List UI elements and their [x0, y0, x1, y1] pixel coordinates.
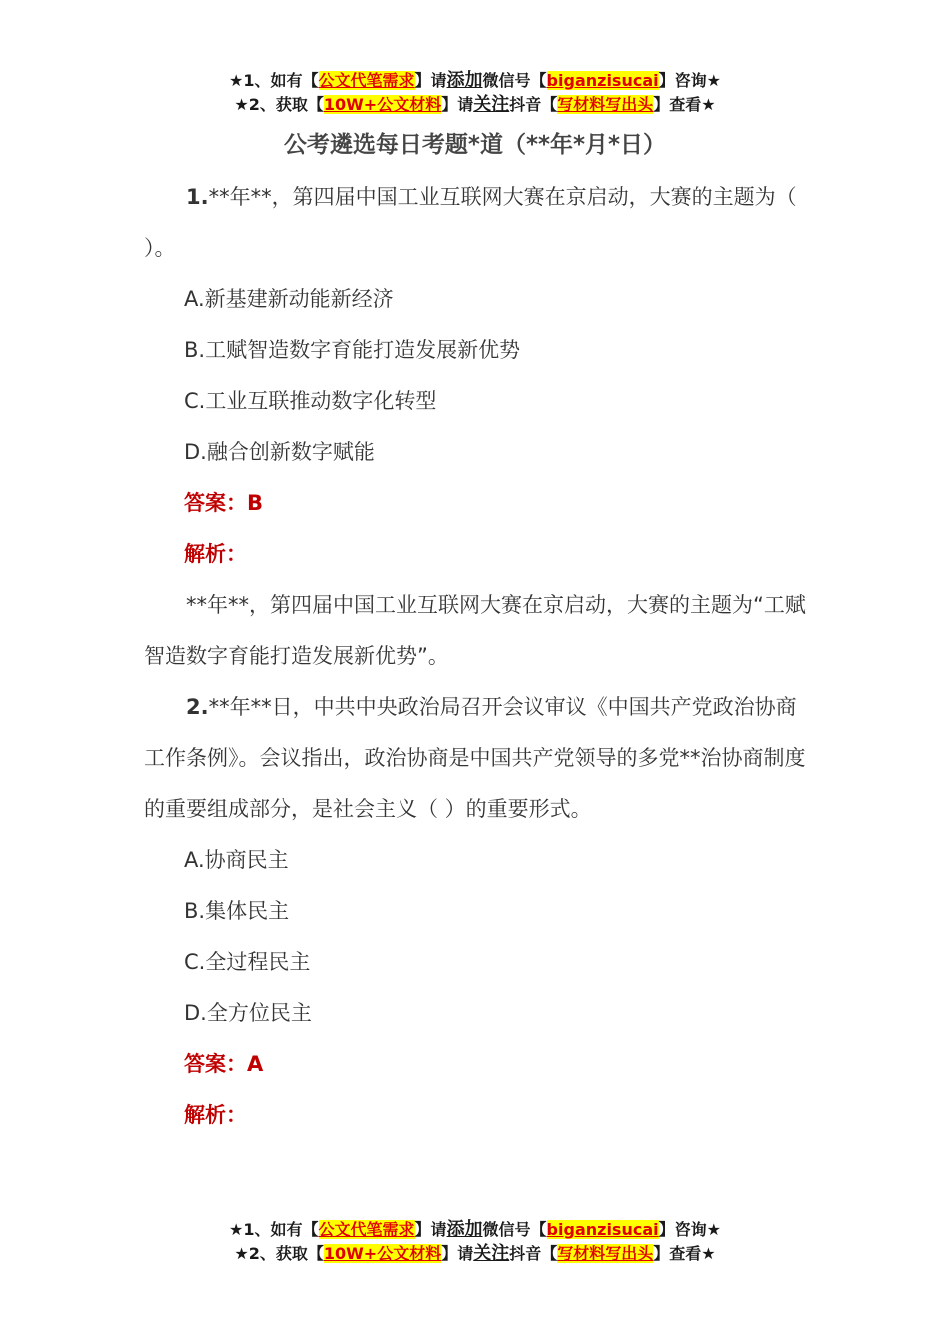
header-banner — [0, 69, 950, 117]
question-2-option-a: A.协商民主 — [184, 848, 289, 872]
highlight-service: 公文代笔需求 — [318, 71, 415, 90]
question-1-analysis-label: 解析： — [184, 542, 247, 566]
footer-highlight-douyin-id: 写材料写出头 — [557, 1244, 654, 1263]
question-1-option-b: B.工赋智造数字育能打造发展新优势 — [184, 338, 521, 362]
question-list — [144, 172, 808, 1141]
page-title: 公考遴选每日考题*道（**年*月*日） — [283, 132, 667, 158]
question-2-option-c: C.全过程民主 — [184, 950, 311, 974]
highlight-wechat-id: biganzisucai — [546, 71, 659, 90]
footer-highlight-wechat-id: biganzisucai — [546, 1220, 659, 1239]
question-2-answer: 答案：A — [184, 1052, 264, 1076]
footer-banner-line-2: ★2、获取【10W+公文材料】请关注抖音【写材料写出头】查看★ — [234, 1243, 716, 1264]
banner-line-2: ★2、获取【10W+公文材料】请关注抖音【写材料写出头】查看★ — [234, 94, 716, 115]
footer-banner-line-1: ★1、如有【公文代笔需求】请添加微信号【biganzisucai】咨询★ — [229, 1219, 721, 1240]
question-1-option-a: A.新基建新动能新经济 — [184, 287, 394, 311]
question-1-option-d: D.融合创新数字赋能 — [184, 440, 375, 464]
banner-line-1: ★1、如有【公文代笔需求】请添加微信号【biganzisucai】咨询★ — [229, 70, 721, 91]
footer-banner — [0, 1218, 950, 1266]
question-1-answer: 答案：B — [184, 491, 264, 515]
question-2-option-d: D.全方位民主 — [184, 1001, 312, 1025]
question-1-analysis: **年**，第四届中国工业互联网大赛在京启动，大赛的主题为“工赋智造数字育能打造发展新优势”。 — [144, 593, 806, 668]
question-2-stem: 2.**年**日，中共中央政治局召开会议审议《中国共产党政治协商工作条例》。会议指出，政治协商是中国共产党领导的多党**治协商制度的重要组成部分，是社会主义（ ）的重要形式。 — [144, 695, 806, 821]
question-1-stem: 1.**年**，第四届中国工业互联网大赛在京启动，大赛的主题为（ ）。 — [144, 185, 797, 260]
question-2-analysis-label: 解析： — [184, 1103, 247, 1127]
footer-highlight-service: 公文代笔需求 — [318, 1220, 415, 1239]
question-1-option-c: C.工业互联推动数字化转型 — [184, 389, 437, 413]
question-2-option-b: B.集体民主 — [184, 899, 290, 923]
footer-highlight-materials: 10W+公文材料 — [323, 1244, 442, 1263]
highlight-douyin-id: 写材料写出头 — [557, 95, 654, 114]
highlight-materials: 10W+公文材料 — [323, 95, 442, 114]
